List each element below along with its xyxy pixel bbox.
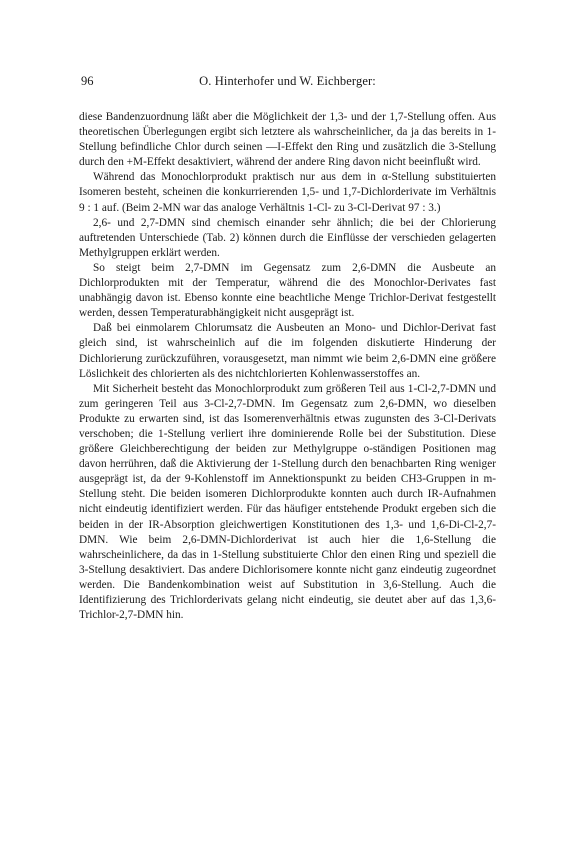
page-number: 96 bbox=[81, 74, 94, 88]
running-header bbox=[79, 72, 496, 90]
body-text bbox=[79, 110, 496, 623]
paragraph: So steigt beim 2,7-DMN im Gegensatz zum 2,6-DMN die Ausbeute an Dichlorprodukten mit der Temperatur, während die des Monochlor-Derivates fast unabhängig davon ist. Ebenso konnte eine beachtliche Menge Trichlor-Derivat festgestellt werden, dessen Temperaturabhängigkeit nicht ausgeprägt ist. bbox=[79, 261, 496, 320]
paragraph: Während das Monochlorprodukt praktisch nur aus dem in α-Stellung substituierten Isomeren besteht, scheinen die konkurrierenden 1,5- und 1,7-Dichlorderivate im Verhältnis 9 : 1 auf. (Beim 2-MN war das analoge Verhältnis 1-Cl- zu 3-Cl-Derivat 97 : 3.) bbox=[79, 171, 496, 214]
paragraph: diese Bandenzuordnung läßt aber die Möglichkeit der 1,3- und der 1,7-Stellung offen. Aus theoretischen Überlegungen ergibt sich letztere als wahrscheinlicher, da ja das bereits in 1-Stellung befindliche Chlor durch seinen —I-Effekt den Ring und zusätzlich die 3-Stellung durch den +M-Effekt desaktiviert, während der andere Ring davon nicht beeinflußt wird. bbox=[79, 111, 496, 169]
running-title: O. Hinterhofer und W. Eichberger: bbox=[199, 74, 376, 88]
paragraph: Daß bei einmolarem Chlorumsatz die Ausbeuten an Mono- und Dichlor-Derivat fast gleich sind, ist wahrscheinlich auf die im folgenden diskutierte Hinderung der Dichlorierung zurückzuführen, vorausgesetzt, man nimmt wie beim 2,6-DMN eine größere Löslichkeit des chlorierten als des nichtchlorierten Kohlenwasserstoffes an. bbox=[79, 322, 496, 380]
document-page bbox=[79, 72, 496, 623]
paragraph: 2,6- und 2,7-DMN sind chemisch einander sehr ähnlich; die bei der Chlorierung auftretenden Unterschiede (Tab. 2) können durch die Einflüsse der verschieden gelagerten Methylgruppen erklärt werden. bbox=[79, 216, 496, 259]
paragraph: Mit Sicherheit besteht das Monochlorprodukt zum größeren Teil aus 1-Cl-2,7-DMN und zum geringeren Teil aus 3-Cl-2,7-DMN. Im Gegensatz zum 2,6-DMN, wo dieselben Produkte zu erwarten sind, ist das Isomerenverhältnis etwas zugunsten des 3-Cl-Derivats verschoben; die 1-Stellung verliert ihre dominierende Rolle bei der Substitution. Diese größere Gleichberechtigung der beiden zur Methylgruppe o-ständigen Positionen mag davon herrühren, daß die Aktivierung der 1-Stellung durch den benachbarten Ring weniger ausgeprägt ist, da der 9-Kohlenstoff im Annektionspunkt zu beiden CH3-Gruppen in m-Stellung steht. Die beiden isomeren Dichlorprodukte konnten auch durch IR-Aufnahmen nicht eindeutig identifiziert werden. Für das häufiger entstehende Produkt ergeben sich die beiden in der IR-Absorption gleichwertigen Konstitutionen des 1,3- und 1,6-Di-Cl-2,7-DMN. Wie beim 2,6-DMN-Dichlorderivat ist auch hier die 1,6-Stellung die wahrscheinlichere, da das in 1-Stellung substituierte Chlor den einen Ring und speziell die 3-Stellung desaktiviert. Das andere Dichlorisomere konnte nicht ganz eindeutig zugeordnet werden. Die Bandenkombination weist auf Substitution in 3,6-Stellung. Auch die Identifizierung des Trichlorderivats gelang nicht eindeutig, sie deutet aber auf das 1,3,6-Trichlor-2,7-DMN hin. bbox=[79, 382, 496, 622]
